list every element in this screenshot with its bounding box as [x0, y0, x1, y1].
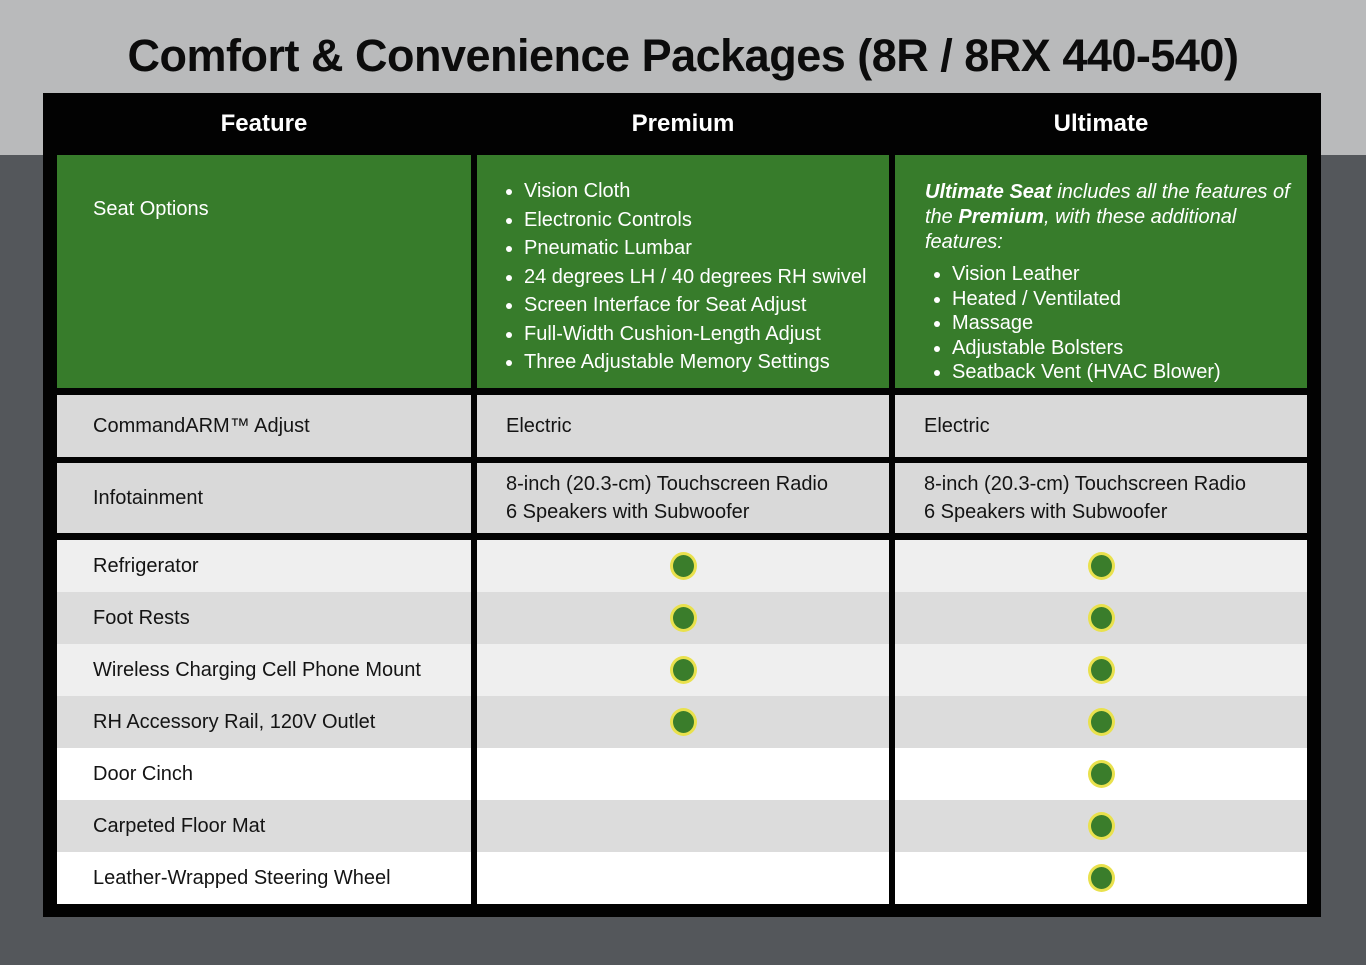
- intro-text: , with these additional features:: [925, 206, 1237, 253]
- value-line: 6 Speakers with Subwoofer: [924, 501, 1168, 523]
- column-header-ultimate: Ultimate: [1053, 110, 1149, 137]
- ultimate-value-cell: [895, 395, 1307, 457]
- feature-label: Refrigerator: [57, 540, 471, 592]
- ultimate-availability-cell: [895, 592, 1307, 644]
- seat-options-ultimate-cell: [895, 155, 1307, 388]
- intro-bold-ultimate-seat: Ultimate Seat: [925, 181, 1052, 203]
- ultimate-availability-cell: [895, 748, 1307, 800]
- ultimate-availability-cell: [895, 540, 1307, 592]
- table-row-wireless-charging: [57, 644, 1307, 696]
- premium-availability-cell: [477, 540, 889, 592]
- list-item: • Vision Leather: [952, 262, 1299, 287]
- ultimate-availability-cell: [895, 696, 1307, 748]
- list-item: • Pneumatic Lumbar: [524, 234, 885, 263]
- ultimate-seat-intro: [925, 180, 1299, 255]
- ultimate-availability-cell: [895, 800, 1307, 852]
- feature-label: Infotainment: [57, 463, 471, 533]
- value-line: Electric: [506, 415, 572, 437]
- included-dot-icon: [670, 604, 697, 632]
- table-row-commandarm: [57, 395, 1307, 457]
- included-dot-icon: [670, 552, 697, 580]
- column-header-feature: Feature: [220, 110, 308, 137]
- list-item: • 24 degrees LH / 40 degrees RH swivel: [524, 263, 885, 292]
- premium-availability-cell: [477, 644, 889, 696]
- premium-availability-cell: [477, 800, 889, 852]
- feature-label: Leather-Wrapped Steering Wheel: [57, 852, 471, 904]
- feature-label: Carpeted Floor Mat: [57, 800, 471, 852]
- included-dot-icon: [1088, 864, 1115, 892]
- ultimate-seat-feature-list: [925, 262, 1299, 385]
- intro-bold-premium: Premium: [958, 206, 1044, 228]
- included-dot-icon: [670, 708, 697, 736]
- table-row-foot-rests: [57, 592, 1307, 644]
- list-item: • Adjustable Bolsters: [952, 336, 1299, 361]
- table-row-steering-wheel: [57, 852, 1307, 904]
- ultimate-availability-cell: [895, 852, 1307, 904]
- value-line: 6 Speakers with Subwoofer: [506, 501, 750, 523]
- seat-options-premium-cell: [477, 155, 889, 388]
- list-item: • Seatback Vent (HVAC Blower): [952, 360, 1299, 385]
- value-line: Electric: [924, 415, 990, 437]
- included-dot-icon: [1088, 604, 1115, 632]
- included-dot-icon: [1088, 760, 1115, 788]
- table-row-refrigerator: [57, 540, 1307, 592]
- value-line: 8-inch (20.3-cm) Touchscreen Radio: [506, 473, 829, 495]
- page-title: Comfort & Convenience Packages (8R / 8RX 440-540): [127, 30, 1239, 81]
- feature-label: RH Accessory Rail, 120V Outlet: [57, 696, 471, 748]
- seat-options-label: Seat Options: [57, 155, 471, 388]
- table-row-infotainment: [57, 463, 1307, 533]
- table-row-door-cinch: [57, 748, 1307, 800]
- feature-label: Wireless Charging Cell Phone Mount: [57, 644, 471, 696]
- premium-availability-cell: [477, 852, 889, 904]
- premium-seat-feature-list: [493, 177, 885, 377]
- list-item: • Screen Interface for Seat Adjust: [524, 291, 885, 320]
- list-item: • Massage: [952, 311, 1299, 336]
- ultimate-availability-cell: [895, 644, 1307, 696]
- table-row-seat-options: [57, 155, 1307, 388]
- included-dot-icon: [1088, 656, 1115, 684]
- ultimate-value-cell: [895, 463, 1307, 533]
- table-header-row: [57, 93, 1307, 155]
- table-row-carpeted-floor-mat: [57, 800, 1307, 852]
- included-dot-icon: [1088, 812, 1115, 840]
- list-item: • Full-Width Cushion-Length Adjust: [524, 320, 885, 349]
- feature-label: Foot Rests: [57, 592, 471, 644]
- list-item: • Three Adjustable Memory Settings: [524, 348, 885, 377]
- included-dot-icon: [1088, 708, 1115, 736]
- included-dot-icon: [670, 656, 697, 684]
- list-item: • Vision Cloth: [524, 177, 885, 206]
- premium-value-cell: [477, 463, 889, 533]
- intro-text: includes all the features of the: [925, 181, 1290, 228]
- value-line: 8-inch (20.3-cm) Touchscreen Radio: [924, 473, 1247, 495]
- premium-availability-cell: [477, 748, 889, 800]
- premium-availability-cell: [477, 696, 889, 748]
- premium-value-cell: [477, 395, 889, 457]
- list-item: • Electronic Controls: [524, 206, 885, 235]
- included-dot-icon: [1088, 552, 1115, 580]
- list-item: • Heated / Ventilated: [952, 287, 1299, 312]
- feature-label: CommandARM™ Adjust: [57, 395, 471, 457]
- column-header-premium: Premium: [631, 110, 735, 137]
- table-row-accessory-rail: [57, 696, 1307, 748]
- package-comparison-table: [43, 93, 1321, 917]
- premium-availability-cell: [477, 592, 889, 644]
- feature-label: Door Cinch: [57, 748, 471, 800]
